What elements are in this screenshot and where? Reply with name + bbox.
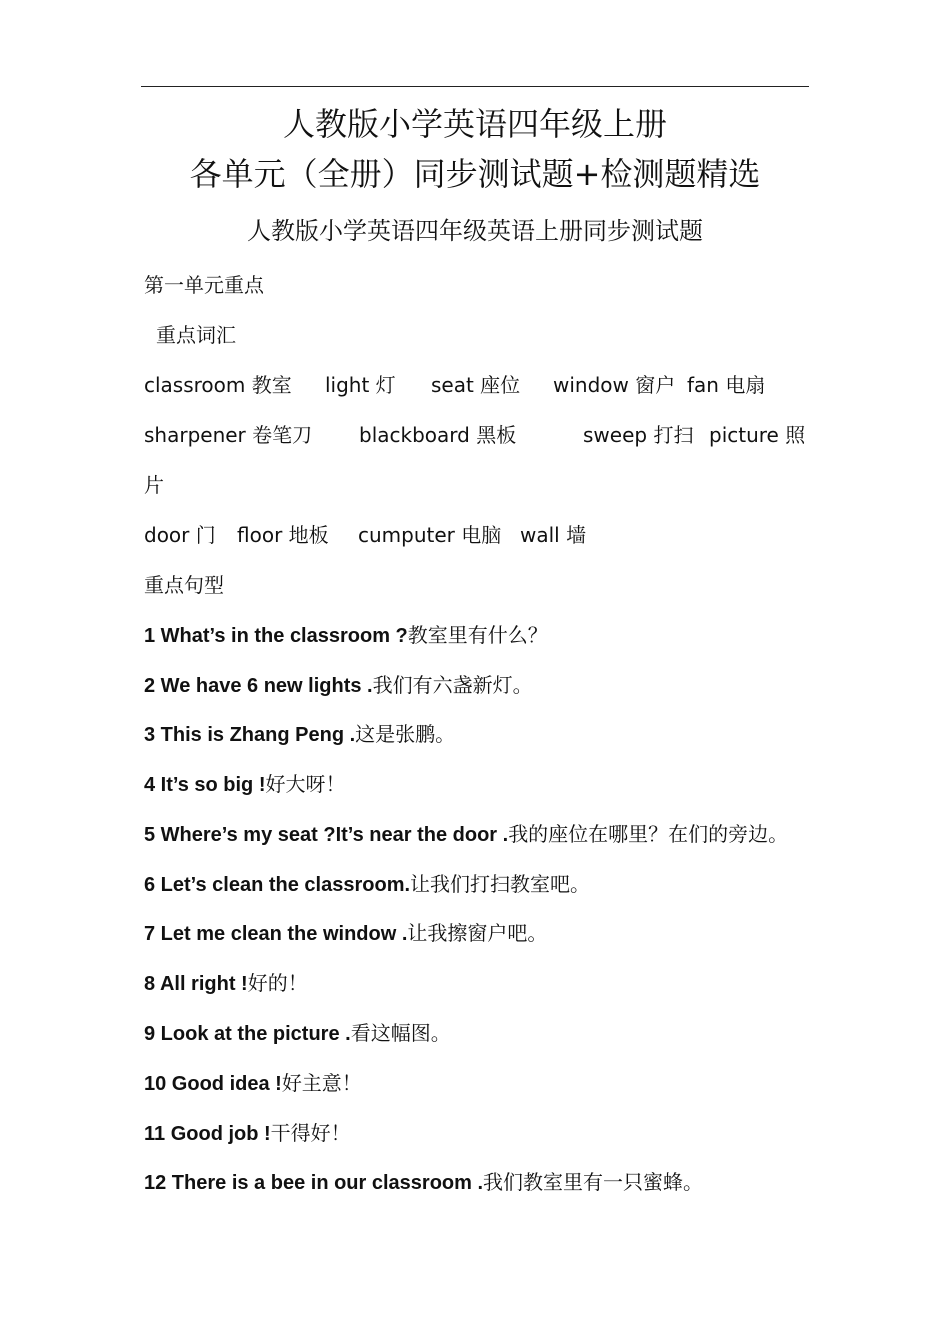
sentence-heading: 重点句型: [144, 573, 224, 597]
sentence-en: 11 Good job !: [144, 1123, 271, 1145]
sentence-zh: 我们教室里有一只蜜蜂。: [483, 1170, 704, 1194]
sentence-11: [144, 1118, 351, 1149]
sentence-en: 5 Where’s my seat ?It’s near the door .: [144, 824, 509, 846]
vocab-item: seat 座位: [431, 373, 521, 397]
vocab-item: light 灯: [325, 373, 396, 397]
sentence-en: 7 Let me clean the window .: [144, 923, 408, 945]
sentence-6: [144, 869, 590, 900]
vocab-item: sweep 打扫: [583, 423, 694, 447]
sentence-7: [144, 918, 547, 949]
vocab-item: classroom 教室: [144, 373, 292, 397]
header-rule: [141, 86, 809, 87]
sentence-5: [144, 819, 788, 850]
sentence-4: [144, 769, 346, 800]
sentence-3: [144, 719, 455, 750]
vocab-heading: 重点词汇: [156, 323, 236, 347]
sentence-en: 4 It’s so big !: [144, 774, 266, 796]
sentence-en: 6 Let’s clean the classroom.: [144, 874, 411, 896]
vocab-item: window 窗户: [553, 373, 676, 397]
sentence-1: [144, 620, 548, 651]
vocab-item: floor 地板: [237, 523, 329, 547]
sentence-en: 3 This is Zhang Peng .: [144, 724, 356, 746]
sentence-en: 9 Look at the picture .: [144, 1023, 351, 1045]
sentence-9: [144, 1018, 451, 1049]
document-title-line-2: 各单元（全册）同步测试题+检测题精选: [189, 155, 761, 193]
document-subtitle: 人教版小学英语四年级英语上册同步测试题: [247, 217, 703, 245]
vocab-item: cumputer 电脑: [358, 523, 502, 547]
sentence-12: [144, 1167, 703, 1198]
sentence-en: 12 There is a bee in our classroom .: [144, 1172, 484, 1194]
sentence-zh: 让我擦窗户吧。: [407, 921, 548, 945]
sentence-zh: 干得好！: [270, 1121, 351, 1145]
sentence-2: [144, 670, 533, 701]
vocab-row-2-wrap: [0, 470, 950, 500]
sentence-zh: 我的座位在哪里？在们的旁边。: [508, 822, 789, 846]
vocab-row-3: [0, 520, 950, 550]
sentence-zh: 好大呀！: [265, 772, 346, 796]
sentence-en: 2 We have 6 new lights .: [144, 675, 373, 697]
vocab-item: 片: [144, 473, 164, 497]
vocab-item: wall 墙: [520, 523, 587, 547]
vocab-item: blackboard 黑板: [359, 423, 517, 447]
sentence-zh: 这是张鹏。: [355, 722, 456, 746]
vocab-item: door 门: [144, 523, 216, 547]
sentence-8: [144, 968, 308, 999]
sentence-10: [144, 1068, 362, 1099]
sentence-zh: 好的！: [247, 971, 308, 995]
vocab-item: picture 照: [709, 423, 806, 447]
sentence-zh: 看这幅图。: [350, 1021, 451, 1045]
vocab-item: fan 电扇: [687, 373, 766, 397]
document-title-line-1: 人教版小学英语四年级上册: [282, 105, 667, 143]
unit-heading: 第一单元重点: [144, 273, 264, 297]
sentence-zh: 让我们打扫教室吧。: [410, 872, 591, 896]
sentence-zh: 好主意！: [281, 1071, 362, 1095]
sentence-en: 1 What’s in the classroom ?: [144, 625, 408, 647]
sentence-zh: 我们有六盏新灯。: [372, 673, 533, 697]
vocab-item: sharpener 卷笔刀: [144, 423, 313, 447]
sentence-en: 10 Good idea !: [144, 1073, 282, 1095]
sentence-en: 8 All right !: [144, 973, 248, 995]
sentence-zh: 教室里有什么？: [407, 623, 548, 647]
vocab-row-2: [0, 420, 950, 450]
vocab-row-1: [0, 370, 950, 400]
